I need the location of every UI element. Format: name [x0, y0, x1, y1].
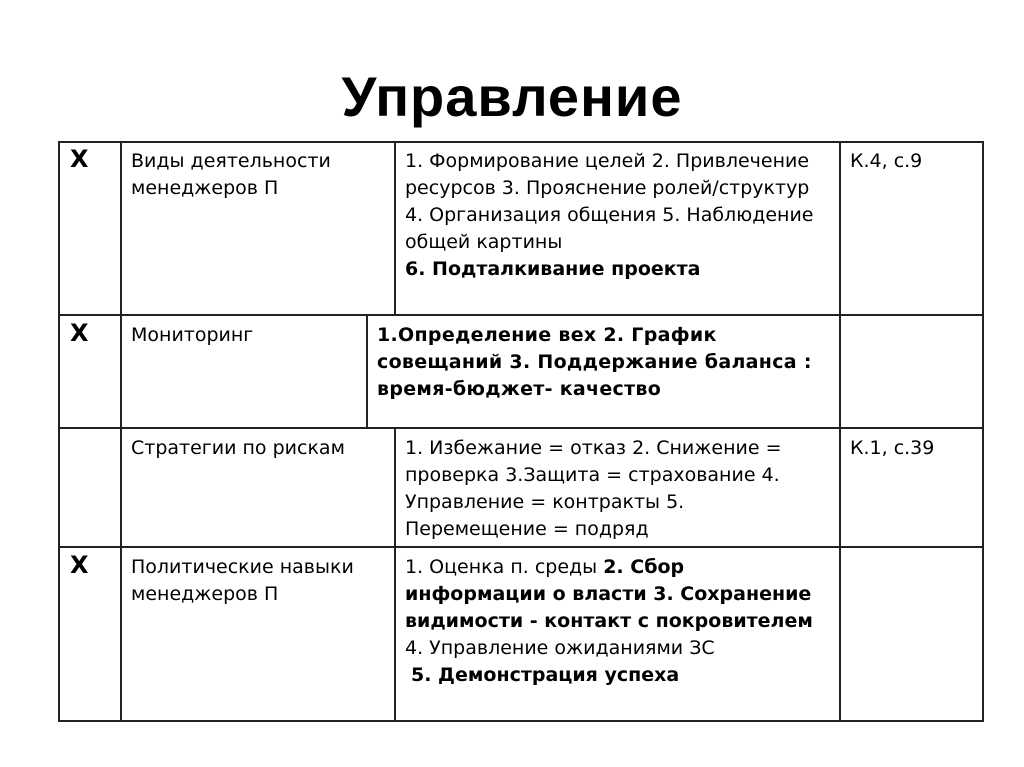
row-1-ref: К.4, с.9 — [840, 141, 984, 315]
row-1-mark: X — [58, 141, 121, 315]
row-2-mark: X — [58, 315, 121, 428]
row-1-content-regular: 1. Формирование целей 2. Привлечение ресурсов 3. Прояснение ролей/структур 4. Организация общения 5. Наблюдение общей картины — [405, 150, 814, 253]
row-2-ref — [840, 315, 984, 428]
row-3-ref: К.1, с.39 — [840, 428, 984, 547]
row-4-content-part3: 4. Управление ожиданиями ЗС — [405, 637, 715, 659]
row-1-content-bold: 6. Подталкивание проекта — [405, 258, 701, 280]
row-4-topic: Политические навыки менеджеров П — [121, 547, 395, 722]
row-1-topic: Виды деятельности менеджеров П — [121, 141, 395, 315]
row-4-content — [395, 547, 840, 722]
row-3-content: 1. Избежание = отказ 2. Снижение = проверка 3.Защита = страхование 4. Управление = контракты 5. Перемещение = подряд — [395, 428, 840, 547]
row-2-topic: Мониторинг — [121, 315, 367, 428]
row-4-mark: X — [58, 547, 121, 722]
row-3-mark — [58, 428, 121, 547]
row-4-ref — [840, 547, 984, 722]
row-4-content-part1: 1. Оценка п. среды — [405, 556, 604, 578]
management-table — [58, 141, 984, 722]
page-title: Управление — [341, 65, 683, 128]
row-1-content — [395, 141, 840, 315]
row-3-topic: Стратегии по рискам — [121, 428, 395, 547]
row-2-content: 1.Определение вех 2. График совещаний 3. Поддержание баланса : время-бюджет- качество — [367, 315, 840, 428]
row-4-content-part4: 5. Демонстрация успеха — [411, 664, 680, 686]
row-4-content-part2: 2. Сбор информации о власти 3. Сохранение видимости - контакт с покровителем — [405, 556, 813, 632]
